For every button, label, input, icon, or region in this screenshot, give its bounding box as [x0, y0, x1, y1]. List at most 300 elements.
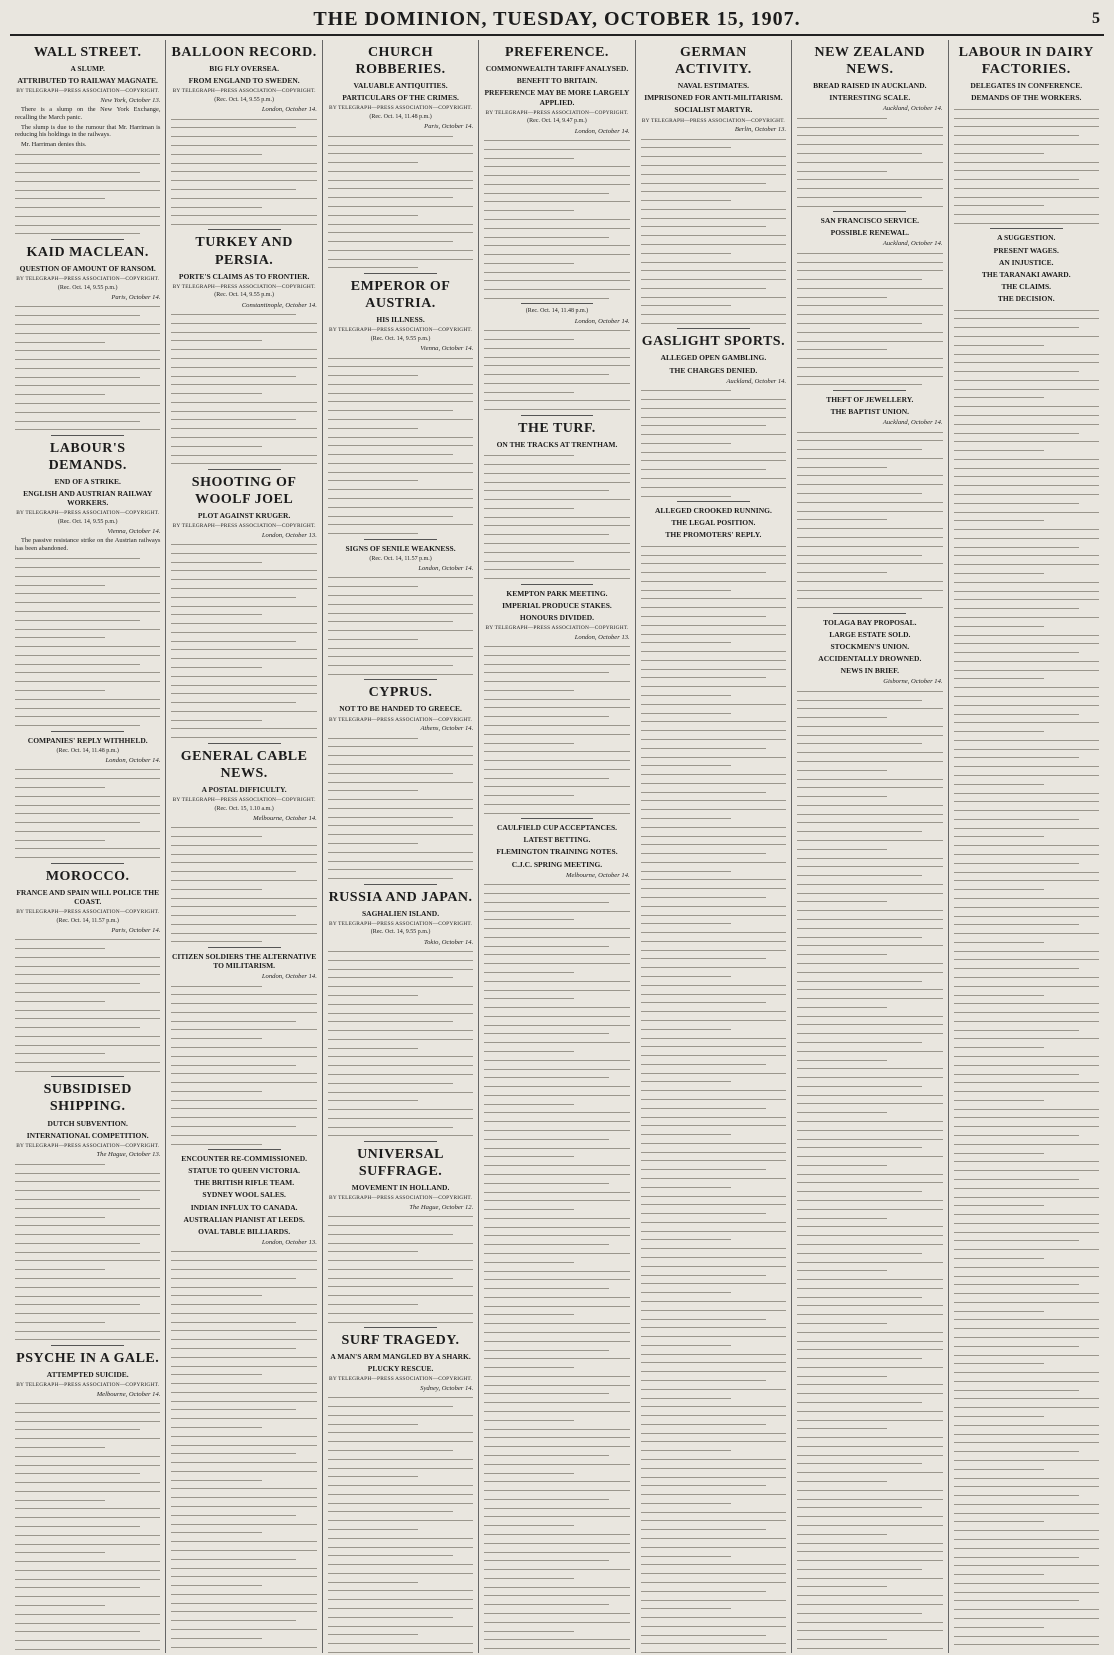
text-line: [171, 212, 316, 216]
text-line: [954, 631, 1099, 635]
text-line: [484, 397, 629, 401]
text-line: [171, 1336, 316, 1340]
text-line: [15, 1461, 160, 1465]
place-date: London, October 14.: [105, 756, 161, 764]
text-line: [954, 859, 1079, 863]
text-line: [484, 1074, 609, 1078]
text-line: [15, 695, 160, 699]
headline: NEW ZEALAND NEWS.: [814, 45, 926, 78]
text-line: [484, 881, 629, 885]
text-line: [328, 618, 453, 622]
text-line: [797, 960, 942, 964]
text-line: [954, 1492, 1079, 1496]
text-line: [328, 1053, 473, 1057]
subheading: SIGNS OF SENILE WEAKNESS.: [345, 543, 456, 553]
text-line: [797, 285, 942, 289]
text-line: [484, 704, 629, 708]
text-line: [797, 1205, 942, 1209]
text-line: [15, 1540, 160, 1544]
subheading: IMPRISONED FOR ANTI-MILITARISM.: [644, 93, 783, 103]
text-line: [328, 176, 473, 180]
text-line: [484, 1294, 629, 1298]
text-line: [171, 1450, 296, 1454]
subheading: POSSIBLE RENEWAL.: [830, 228, 909, 238]
text-line: [171, 425, 316, 429]
text-line: [171, 576, 316, 580]
text-line: [171, 850, 316, 854]
text-line: [484, 268, 629, 272]
text-line: [484, 478, 629, 482]
subheading: A POSTAL DIFFICULTY.: [201, 784, 287, 794]
text-line: [641, 1113, 786, 1117]
text-line: [328, 1123, 453, 1127]
text-line: [641, 1139, 786, 1143]
text-line: [328, 1132, 473, 1136]
text-line: [797, 1390, 942, 1394]
subheading: PLUCKY RESCUE.: [367, 1364, 434, 1374]
text-line: [797, 337, 942, 341]
headline: RUSSIA AND JAPAN.: [328, 889, 473, 905]
text-line: [797, 1162, 887, 1166]
text-line: [15, 971, 160, 975]
text-line: [954, 491, 1099, 495]
text-line: [797, 267, 942, 271]
text-line: [484, 695, 629, 699]
text-line: [328, 398, 473, 402]
text-line: [171, 407, 316, 411]
text-line: [328, 1640, 473, 1644]
text-line: [171, 859, 316, 863]
text-line: [15, 1496, 105, 1500]
text-line: [797, 1003, 887, 1007]
text-line: [797, 1355, 922, 1359]
text-line: [171, 1529, 261, 1533]
text-line: [641, 284, 766, 288]
byline: BY TELEGRAPH—PRESS ASSOCIATION—COPYRIGHT.: [172, 283, 316, 290]
text-line: [15, 312, 140, 316]
text-line: [328, 1473, 418, 1477]
text-line: [484, 757, 629, 761]
subheading: HONOURS DIVIDED.: [519, 612, 595, 622]
text-line: [797, 1258, 942, 1262]
text-line: [641, 1412, 786, 1416]
text-line: [328, 1613, 453, 1617]
text-line: [171, 1599, 316, 1603]
text-line: [641, 1614, 786, 1618]
text-line: [641, 162, 786, 166]
text-line: [484, 154, 574, 158]
text-line: [641, 170, 786, 174]
text-line: [954, 184, 1099, 188]
text-line: [954, 991, 1044, 995]
text-line: [954, 1448, 1079, 1452]
text-line: [484, 566, 629, 570]
text-line: [484, 1118, 629, 1122]
text-line: [15, 1593, 160, 1597]
text-line: [797, 577, 942, 581]
text-line: [797, 604, 942, 608]
text-line: [954, 176, 1079, 180]
text-line: [171, 1503, 316, 1507]
text-line: [328, 1499, 473, 1503]
subheading: COMMONWEALTH TARIFF ANALYSED.: [485, 64, 629, 74]
text-line: [797, 1583, 887, 1587]
rule-divider: [51, 435, 124, 436]
text-line: [797, 1548, 942, 1552]
text-line: [171, 434, 316, 438]
text-line: [15, 564, 160, 568]
text-line: [171, 1345, 296, 1349]
text-line: [484, 1030, 609, 1034]
text-line: [954, 482, 1099, 486]
text-line: [171, 1590, 316, 1594]
text-line: [797, 1399, 922, 1403]
subheading: DELEGATES IN CONFERENCE.: [970, 81, 1083, 91]
text-line: [171, 877, 316, 881]
text-line: [484, 452, 574, 456]
text-line: [15, 1479, 160, 1483]
text-line: [954, 912, 1099, 916]
dateline: (Rec. Oct. 14, 11.48 p.m.): [369, 114, 432, 121]
text-line: [171, 646, 316, 650]
text-line: [797, 1311, 942, 1315]
headline: SUBSIDISED SHIPPING.: [43, 1082, 132, 1115]
text-line: [15, 687, 105, 691]
text-line: [171, 558, 261, 562]
subheading: QUESTION OF AMOUNT OF RANSOM.: [19, 263, 156, 273]
text-line: [15, 1400, 160, 1404]
text-line: [171, 203, 261, 207]
article: [484, 303, 629, 410]
text-line: [328, 1265, 473, 1269]
text-line: [797, 516, 887, 520]
text-line: [954, 1044, 1044, 1048]
subheading: LARGE ESTATE SOLD.: [829, 629, 911, 639]
text-line: [641, 630, 786, 634]
body-text: [641, 700, 786, 1653]
text-line: [954, 1536, 1099, 1540]
text-line: [171, 903, 316, 907]
text-line: [797, 1065, 942, 1069]
subheading: CAULFIELD CUP ACCEPTANCES.: [496, 823, 618, 833]
subheading: A SUGGESTION.: [997, 233, 1056, 243]
text-line: [797, 276, 922, 280]
text-line: [328, 848, 473, 852]
text-line: [171, 133, 316, 137]
text-line: [797, 986, 942, 990]
text-line: [641, 1420, 766, 1424]
article: [954, 44, 1099, 224]
byline: BY TELEGRAPH—PRESS ASSOCIATION—COPYRIGHT.: [329, 327, 473, 334]
headline: GASLIGHT SPORTS.: [641, 334, 786, 350]
text-line: [954, 1404, 1099, 1408]
text-line: [484, 748, 629, 752]
text-line: [328, 194, 453, 198]
masthead-title: THE DOMINION, TUESDAY, OCTOBER 15, 1907.: [313, 8, 801, 30]
text-line: [484, 469, 629, 473]
text-line: [15, 962, 160, 966]
text-line: [15, 1187, 160, 1191]
text-line: [954, 141, 1099, 145]
text-line: [797, 854, 942, 858]
text-line: [797, 1232, 942, 1236]
text-line: [484, 487, 609, 491]
article: [328, 884, 473, 1137]
text-line: [15, 1426, 140, 1430]
text-line: [484, 557, 574, 561]
text-line: [328, 220, 473, 224]
text-line: [797, 1469, 942, 1473]
text-line: [641, 551, 786, 555]
text-line: [328, 778, 473, 782]
text-line: [954, 570, 1044, 574]
text-line: [484, 722, 629, 726]
text-line: [954, 982, 1099, 986]
text-line: [328, 1455, 473, 1459]
text-line: [954, 149, 1044, 153]
text-line: [171, 346, 316, 350]
text-line: [641, 736, 786, 740]
text-line: [171, 1485, 316, 1489]
text-line: [171, 221, 316, 225]
text-line: [328, 407, 453, 411]
text-line: [797, 898, 887, 902]
text-line: [641, 1447, 731, 1451]
text-line: [641, 709, 731, 713]
text-line: [641, 144, 731, 148]
text-line: [954, 1018, 1099, 1022]
text-line: [954, 158, 1099, 162]
text-line: [954, 1255, 1044, 1259]
text-line: [954, 684, 1099, 688]
text-line: [15, 1444, 105, 1448]
text-line: [484, 1285, 609, 1289]
text-line: [954, 1325, 1099, 1329]
text-line: [171, 1371, 261, 1375]
text-line: [484, 406, 629, 410]
text-line: [797, 863, 942, 867]
text-line: [641, 483, 786, 487]
text-line: [797, 1443, 942, 1447]
text-line: [641, 404, 786, 408]
text-line: [484, 1337, 629, 1341]
text-line: [954, 508, 1099, 512]
text-line: [797, 1188, 922, 1192]
rule-divider: [833, 211, 906, 212]
subheading: ENGLISH AND AUSTRIAN RAILWAY WORKERS.: [23, 489, 153, 508]
text-line: [484, 651, 629, 655]
text-line: [954, 359, 1099, 363]
subheading: THE CHARGES DENIED.: [669, 365, 758, 375]
text-line: [797, 1047, 942, 1051]
text-line: [797, 951, 887, 955]
text-line: [641, 657, 786, 661]
byline: BY TELEGRAPH—PRESS ASSOCIATION—COPYRIGHT.: [16, 1382, 160, 1389]
text-line: [484, 260, 574, 264]
subheading: PARTICULARS OF THE CRIMES.: [342, 93, 459, 103]
rule-divider: [364, 679, 437, 680]
text-line: [797, 749, 942, 753]
text-line: [641, 823, 786, 827]
text-line: [328, 1097, 418, 1101]
text-line: [484, 942, 609, 946]
text-line: [171, 1441, 316, 1445]
text-line: [797, 1486, 942, 1490]
text-line: [15, 827, 160, 831]
text-line: [484, 1487, 629, 1491]
text-line: [484, 531, 609, 535]
text-line: [484, 686, 574, 690]
text-line: [328, 1649, 473, 1653]
text-line: [797, 498, 942, 502]
place-date: New York, October 13.: [100, 96, 161, 104]
text-line: [15, 1523, 140, 1527]
text-line: [484, 1197, 629, 1201]
article: [484, 44, 629, 299]
text-line: [484, 960, 629, 964]
text-line: [954, 719, 1099, 723]
text-line: [954, 1088, 1099, 1092]
text-line: [954, 1246, 1099, 1250]
text-line: [328, 761, 473, 765]
text-line: [171, 672, 316, 676]
place-date: London, October 14.: [574, 317, 630, 325]
text-line: [484, 1434, 629, 1438]
text-line: [328, 787, 418, 791]
text-line: [641, 1166, 766, 1170]
text-line: [171, 442, 261, 446]
subheading: INDIAN INFLUX TO CANADA.: [190, 1202, 298, 1212]
text-line: [328, 1447, 453, 1451]
text-line: [641, 396, 786, 400]
text-line: [641, 771, 786, 775]
text-line: [171, 319, 316, 323]
text-line: [171, 159, 316, 163]
text-line: [797, 1109, 887, 1113]
text-line: [328, 822, 473, 826]
text-line: [15, 572, 160, 576]
text-line: [15, 854, 160, 858]
text-line: [797, 1118, 942, 1122]
text-line: [484, 1109, 629, 1113]
text-line: [641, 1385, 786, 1389]
text-line: [797, 1153, 942, 1157]
text-line: [797, 586, 942, 590]
place-date: Auckland, October 14.: [882, 419, 943, 427]
text-line: [328, 168, 473, 172]
text-line: [171, 982, 261, 986]
text-line: [171, 186, 296, 190]
article: [171, 229, 316, 464]
text-line: [954, 1386, 1079, 1390]
text-line: [328, 1543, 473, 1547]
text-line: [484, 1575, 574, 1579]
text-line: [641, 858, 786, 862]
text-line: [171, 1424, 261, 1428]
text-line: [641, 779, 786, 783]
text-line: [954, 1430, 1099, 1434]
text-line: [15, 364, 160, 368]
text-line: [641, 762, 731, 766]
subheading: BIG FLY OVERSEA.: [209, 64, 279, 74]
text-line: [484, 198, 629, 202]
text-line: [641, 683, 786, 687]
text-line: [797, 1601, 942, 1605]
rule-divider: [521, 415, 594, 416]
place-date: Athens, October 14.: [420, 725, 474, 733]
text-line: [484, 1311, 574, 1315]
text-line: [171, 1397, 316, 1401]
rule-divider: [364, 1141, 437, 1142]
text-line: [328, 1578, 418, 1582]
text-line: [641, 258, 786, 262]
text-line: [328, 1508, 453, 1512]
text-line: [171, 1608, 316, 1612]
text-line: [641, 1192, 786, 1196]
text-line: [328, 1213, 473, 1217]
text-line: [171, 1388, 316, 1392]
text-line: [797, 534, 942, 538]
text-line: [641, 431, 786, 435]
body-text: [484, 977, 629, 1653]
text-line: [641, 1096, 786, 1100]
text-line: [171, 1353, 316, 1357]
text-line: [15, 1558, 160, 1562]
text-line: [797, 1197, 942, 1201]
text-line: [484, 1100, 574, 1104]
text-line: [641, 1227, 786, 1231]
text-line: [954, 1026, 1079, 1030]
text-line: [484, 224, 629, 228]
text-line: [171, 372, 296, 376]
article: [328, 273, 473, 534]
text-line: [641, 885, 786, 889]
text-line: [171, 1248, 316, 1252]
text-line: [484, 1153, 574, 1157]
text-line: [797, 942, 942, 946]
text-line: [484, 1188, 629, 1192]
text-line: [484, 1408, 629, 1412]
text-line: [328, 653, 473, 657]
text-line: [797, 1021, 942, 1025]
text-line: [641, 1219, 786, 1223]
text-line: [328, 486, 473, 490]
article: [797, 44, 942, 207]
text-line: [954, 956, 1099, 960]
text-line: [328, 424, 418, 428]
text-line: [954, 780, 1044, 784]
text-line: [328, 1292, 473, 1296]
text-line: [328, 530, 418, 534]
rule-divider: [364, 884, 437, 885]
text-line: [484, 766, 629, 770]
text-line: [641, 1025, 731, 1029]
text-line: [328, 1301, 418, 1305]
article: [484, 584, 629, 814]
text-line: [484, 898, 609, 902]
text-line: [797, 1056, 887, 1060]
text-line: [171, 1131, 316, 1135]
subheading: OVAL TABLE BILLIARDS.: [198, 1226, 291, 1236]
text-line: [641, 1543, 786, 1547]
text-line: [641, 223, 766, 227]
subheading: DEMANDS OF THE WORKERS.: [971, 93, 1082, 103]
text-line: [954, 1132, 1079, 1136]
dateline: (Rec. Oct. 14, 11.48 p.m.): [525, 308, 589, 315]
place-date: Paris, October 14.: [111, 926, 161, 934]
text-line: [171, 920, 316, 924]
text-line: [797, 1460, 922, 1464]
